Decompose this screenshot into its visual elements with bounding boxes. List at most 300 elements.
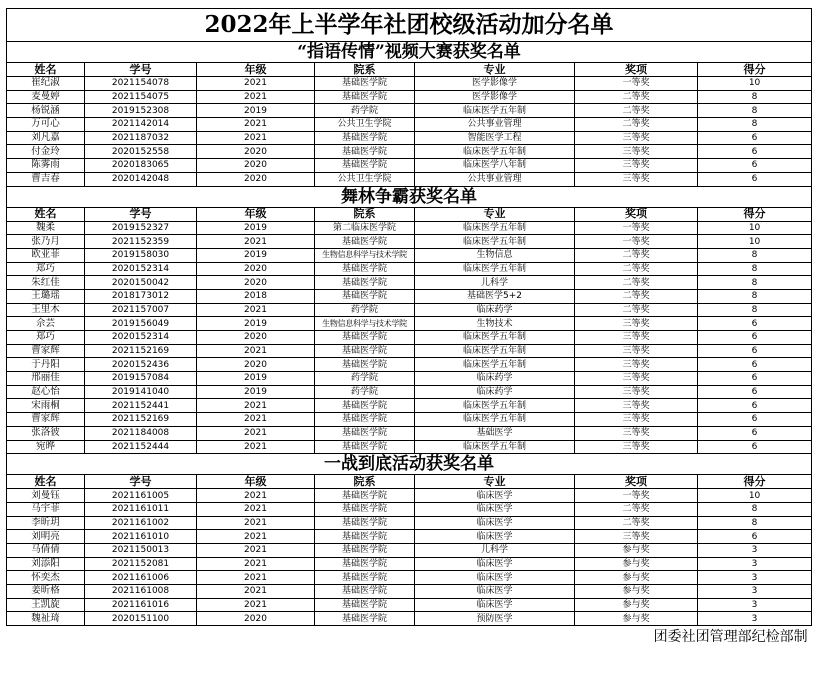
cell-name: 马宇菲 [7, 502, 85, 516]
table-row [7, 557, 812, 571]
cell-major: 医学影像学 [415, 90, 575, 104]
cell-student-id: 2021152444 [85, 440, 197, 454]
section-title: 一战到底活动获奖名单 [7, 454, 812, 475]
cell-major: 临床医学五年制 [415, 399, 575, 413]
cell-student-id: 2020150042 [85, 276, 197, 290]
table-row [7, 571, 812, 585]
cell-score: 6 [698, 159, 812, 173]
cell-name: 刘明亮 [7, 530, 85, 544]
cell-score: 3 [698, 557, 812, 571]
table-row [7, 77, 812, 91]
cell-grade: 2021 [197, 131, 315, 145]
cell-department: 基础医学院 [315, 77, 415, 91]
cell-award: 三等奖 [575, 372, 698, 386]
table-row [7, 331, 812, 345]
column-header-award: 奖项 [575, 207, 698, 221]
column-header-department: 院系 [315, 63, 415, 77]
cell-major: 临床医学八年制 [415, 159, 575, 173]
table-row [7, 317, 812, 331]
cell-student-id: 2021184008 [85, 426, 197, 440]
cell-grade: 2018 [197, 289, 315, 303]
table-row [7, 358, 812, 372]
cell-award: 三等奖 [575, 426, 698, 440]
column-header-score: 得分 [698, 475, 812, 489]
column-header-score: 得分 [698, 63, 812, 77]
cell-major: 基础医学5+2 [415, 289, 575, 303]
cell-name: 佘芸 [7, 317, 85, 331]
cell-student-id: 2020183065 [85, 159, 197, 173]
cell-department: 基础医学院 [315, 289, 415, 303]
cell-major: 临床医学五年制 [415, 221, 575, 235]
cell-score: 10 [698, 221, 812, 235]
cell-award: 二等奖 [575, 262, 698, 276]
page-title: 2022年上半学年社团校级活动加分名单 [7, 9, 812, 42]
cell-major: 临床药学 [415, 372, 575, 386]
cell-score: 8 [698, 303, 812, 317]
cell-grade: 2021 [197, 118, 315, 132]
cell-major: 临床医学 [415, 530, 575, 544]
cell-department: 第二临床医学院 [315, 221, 415, 235]
cell-student-id: 2021154078 [85, 77, 197, 91]
cell-award: 参与奖 [575, 585, 698, 599]
cell-name: 邢丽佳 [7, 372, 85, 386]
cell-student-id: 2021161016 [85, 598, 197, 612]
cell-score: 3 [698, 598, 812, 612]
cell-name: 张乃月 [7, 235, 85, 249]
table-row [7, 159, 812, 173]
column-header-grade: 年级 [197, 475, 315, 489]
cell-department: 基础医学院 [315, 262, 415, 276]
cell-grade: 2021 [197, 543, 315, 557]
cell-award: 三等奖 [575, 399, 698, 413]
cell-student-id: 2021152359 [85, 235, 197, 249]
cell-score: 8 [698, 276, 812, 290]
cell-name: 曹家辉 [7, 344, 85, 358]
cell-student-id: 2021161008 [85, 585, 197, 599]
cell-award: 三等奖 [575, 530, 698, 544]
cell-major: 临床药学 [415, 303, 575, 317]
cell-award: 三等奖 [575, 331, 698, 345]
cell-department: 基础医学院 [315, 358, 415, 372]
cell-score: 6 [698, 172, 812, 186]
cell-major: 基础医学 [415, 426, 575, 440]
cell-award: 三等奖 [575, 344, 698, 358]
section-title: “指语传情”视频大赛获奖名单 [7, 42, 812, 63]
footer-row [7, 626, 812, 649]
table-row [7, 612, 812, 626]
cell-award: 二等奖 [575, 516, 698, 530]
table-row [7, 372, 812, 386]
column-header-major: 专业 [415, 475, 575, 489]
cell-student-id: 2021161005 [85, 489, 197, 503]
cell-score: 3 [698, 585, 812, 599]
cell-major: 临床医学 [415, 489, 575, 503]
table-row [7, 530, 812, 544]
cell-student-id: 2021161010 [85, 530, 197, 544]
cell-student-id: 2021187032 [85, 131, 197, 145]
cell-award: 一等奖 [575, 489, 698, 503]
cell-award: 参与奖 [575, 612, 698, 626]
cell-grade: 2021 [197, 440, 315, 454]
cell-award: 三等奖 [575, 440, 698, 454]
cell-department: 基础医学院 [315, 543, 415, 557]
table-row [7, 90, 812, 104]
cell-name: 刘曼钰 [7, 489, 85, 503]
cell-score: 6 [698, 440, 812, 454]
cell-department: 基础医学院 [315, 440, 415, 454]
cell-department: 基础医学院 [315, 585, 415, 599]
cell-grade: 2021 [197, 413, 315, 427]
cell-award: 三等奖 [575, 385, 698, 399]
cell-department: 基础医学院 [315, 426, 415, 440]
cell-student-id: 2019158030 [85, 248, 197, 262]
cell-award: 三等奖 [575, 413, 698, 427]
cell-student-id: 2019141040 [85, 385, 197, 399]
column-header-student-id: 学号 [85, 207, 197, 221]
cell-department: 药学院 [315, 104, 415, 118]
cell-grade: 2019 [197, 317, 315, 331]
cell-department: 药学院 [315, 385, 415, 399]
cell-department: 基础医学院 [315, 399, 415, 413]
table-row [7, 426, 812, 440]
table-row [7, 489, 812, 503]
cell-award: 二等奖 [575, 276, 698, 290]
cell-grade: 2021 [197, 235, 315, 249]
footer-credit: 团委社团管理部纪检部制 [653, 629, 808, 646]
cell-major: 临床医学五年制 [415, 235, 575, 249]
cell-grade: 2021 [197, 530, 315, 544]
cell-major: 公共事业管理 [415, 172, 575, 186]
cell-department: 基础医学院 [315, 571, 415, 585]
section-title: 舞林争霸获奖名单 [7, 186, 812, 207]
cell-grade: 2021 [197, 77, 315, 91]
section-title-row [7, 186, 812, 207]
column-header-student-id: 学号 [85, 63, 197, 77]
award-sheet [6, 8, 811, 648]
cell-grade: 2021 [197, 585, 315, 599]
column-header-award: 奖项 [575, 475, 698, 489]
cell-award: 三等奖 [575, 131, 698, 145]
cell-major: 临床医学 [415, 585, 575, 599]
cell-award: 二等奖 [575, 303, 698, 317]
cell-score: 6 [698, 317, 812, 331]
cell-student-id: 2020152314 [85, 262, 197, 276]
cell-score: 8 [698, 262, 812, 276]
cell-award: 参与奖 [575, 543, 698, 557]
cell-student-id: 2020152314 [85, 331, 197, 345]
table-row [7, 440, 812, 454]
cell-grade: 2020 [197, 331, 315, 345]
table-row [7, 248, 812, 262]
cell-award: 二等奖 [575, 118, 698, 132]
cell-name: 马倩倩 [7, 543, 85, 557]
cell-major: 临床医学 [415, 502, 575, 516]
cell-score: 6 [698, 131, 812, 145]
cell-name: 曹家辉 [7, 413, 85, 427]
cell-name: 陈雾雨 [7, 159, 85, 173]
cell-major: 公共事业管理 [415, 118, 575, 132]
cell-major: 智能医学工程 [415, 131, 575, 145]
cell-grade: 2020 [197, 276, 315, 290]
table-row [7, 235, 812, 249]
cell-student-id: 2020151100 [85, 612, 197, 626]
cell-major: 预防医学 [415, 612, 575, 626]
cell-student-id: 2021152169 [85, 413, 197, 427]
cell-department: 基础医学院 [315, 145, 415, 159]
cell-major: 临床药学 [415, 385, 575, 399]
column-header-row [7, 475, 812, 489]
column-header-name: 姓名 [7, 63, 85, 77]
cell-student-id: 2021161011 [85, 502, 197, 516]
cell-department: 基础医学院 [315, 90, 415, 104]
cell-score: 6 [698, 372, 812, 386]
cell-student-id: 2019157084 [85, 372, 197, 386]
table-row [7, 598, 812, 612]
table-row [7, 104, 812, 118]
cell-student-id: 2019156049 [85, 317, 197, 331]
cell-student-id: 2020152558 [85, 145, 197, 159]
table-row [7, 145, 812, 159]
column-header-major: 专业 [415, 63, 575, 77]
cell-name: 崔纪淑 [7, 77, 85, 91]
cell-name: 宛晔 [7, 440, 85, 454]
cell-award: 二等奖 [575, 104, 698, 118]
cell-student-id: 2019152327 [85, 221, 197, 235]
table-row [7, 262, 812, 276]
cell-department: 药学院 [315, 372, 415, 386]
cell-name: 赵心怡 [7, 385, 85, 399]
cell-department: 基础医学院 [315, 413, 415, 427]
cell-student-id: 2019152308 [85, 104, 197, 118]
cell-name: 于丹阳 [7, 358, 85, 372]
award-table [6, 8, 812, 648]
cell-score: 8 [698, 502, 812, 516]
table-row [7, 303, 812, 317]
table-row [7, 172, 812, 186]
column-header-major: 专业 [415, 207, 575, 221]
cell-score: 6 [698, 331, 812, 345]
table-row [7, 221, 812, 235]
cell-grade: 2021 [197, 598, 315, 612]
cell-score: 8 [698, 289, 812, 303]
table-row [7, 131, 812, 145]
cell-major: 临床医学五年制 [415, 331, 575, 345]
cell-student-id: 2021161002 [85, 516, 197, 530]
cell-score: 10 [698, 489, 812, 503]
cell-major: 生物信息 [415, 248, 575, 262]
table-row [7, 276, 812, 290]
cell-score: 3 [698, 543, 812, 557]
cell-major: 临床医学五年制 [415, 104, 575, 118]
cell-major: 医学影像学 [415, 77, 575, 91]
cell-department: 基础医学院 [315, 276, 415, 290]
cell-student-id: 2021152169 [85, 344, 197, 358]
column-header-department: 院系 [315, 207, 415, 221]
column-header-name: 姓名 [7, 475, 85, 489]
cell-major: 临床医学 [415, 516, 575, 530]
cell-award: 二等奖 [575, 248, 698, 262]
cell-name: 魏祉琦 [7, 612, 85, 626]
cell-score: 6 [698, 344, 812, 358]
column-header-grade: 年级 [197, 207, 315, 221]
cell-grade: 2019 [197, 248, 315, 262]
cell-score: 10 [698, 77, 812, 91]
cell-grade: 2020 [197, 612, 315, 626]
cell-student-id: 2018173012 [85, 289, 197, 303]
cell-department: 生物信息科学与技术学院 [315, 317, 415, 331]
column-header-score: 得分 [698, 207, 812, 221]
cell-score: 6 [698, 358, 812, 372]
cell-department: 公共卫生学院 [315, 172, 415, 186]
column-header-row [7, 63, 812, 77]
cell-name: 怀奕杰 [7, 571, 85, 585]
cell-department: 基础医学院 [315, 159, 415, 173]
cell-department: 基础医学院 [315, 235, 415, 249]
title-row [7, 9, 812, 42]
cell-major: 临床医学五年制 [415, 145, 575, 159]
cell-score: 8 [698, 118, 812, 132]
cell-grade: 2020 [197, 262, 315, 276]
cell-grade: 2021 [197, 426, 315, 440]
table-row [7, 344, 812, 358]
cell-award: 参与奖 [575, 557, 698, 571]
cell-score: 3 [698, 612, 812, 626]
cell-major: 临床医学五年制 [415, 262, 575, 276]
cell-grade: 2019 [197, 385, 315, 399]
cell-student-id: 2021142014 [85, 118, 197, 132]
column-header-student-id: 学号 [85, 475, 197, 489]
cell-major: 生物技术 [415, 317, 575, 331]
cell-department: 基础医学院 [315, 516, 415, 530]
cell-student-id: 2021152081 [85, 557, 197, 571]
cell-student-id: 2021150013 [85, 543, 197, 557]
cell-grade: 2021 [197, 399, 315, 413]
cell-award: 一等奖 [575, 77, 698, 91]
table-row [7, 413, 812, 427]
cell-name: 姜昕格 [7, 585, 85, 599]
cell-major: 临床医学五年制 [415, 358, 575, 372]
cell-student-id: 2021152441 [85, 399, 197, 413]
cell-score: 10 [698, 235, 812, 249]
cell-award: 一等奖 [575, 221, 698, 235]
cell-grade: 2020 [197, 159, 315, 173]
cell-name: 欧亚菲 [7, 248, 85, 262]
cell-grade: 2020 [197, 358, 315, 372]
cell-department: 基础医学院 [315, 331, 415, 345]
cell-major: 儿科学 [415, 543, 575, 557]
cell-name: 朱红佳 [7, 276, 85, 290]
cell-department: 药学院 [315, 303, 415, 317]
cell-major: 儿科学 [415, 276, 575, 290]
column-header-award: 奖项 [575, 63, 698, 77]
table-row [7, 399, 812, 413]
cell-department: 基础医学院 [315, 530, 415, 544]
cell-department: 基础医学院 [315, 502, 415, 516]
cell-award: 二等奖 [575, 502, 698, 516]
cell-score: 6 [698, 385, 812, 399]
cell-grade: 2021 [197, 571, 315, 585]
cell-name: 万可心 [7, 118, 85, 132]
cell-department: 基础医学院 [315, 344, 415, 358]
cell-award: 三等奖 [575, 172, 698, 186]
cell-score: 8 [698, 248, 812, 262]
cell-department: 基础医学院 [315, 489, 415, 503]
cell-name: 曹吉春 [7, 172, 85, 186]
column-header-grade: 年级 [197, 63, 315, 77]
cell-grade: 2019 [197, 104, 315, 118]
cell-major: 临床医学五年制 [415, 413, 575, 427]
cell-name: 刘添阳 [7, 557, 85, 571]
cell-department: 基础医学院 [315, 598, 415, 612]
cell-major: 临床医学 [415, 571, 575, 585]
table-row [7, 543, 812, 557]
table-row [7, 118, 812, 132]
cell-name: 麦曼婷 [7, 90, 85, 104]
cell-award: 二等奖 [575, 90, 698, 104]
cell-grade: 2021 [197, 489, 315, 503]
cell-grade: 2020 [197, 145, 315, 159]
cell-grade: 2019 [197, 221, 315, 235]
cell-score: 6 [698, 399, 812, 413]
cell-score: 6 [698, 413, 812, 427]
column-header-name: 姓名 [7, 207, 85, 221]
cell-award: 三等奖 [575, 145, 698, 159]
cell-grade: 2019 [197, 372, 315, 386]
cell-name: 王里木 [7, 303, 85, 317]
cell-name: 魏柔 [7, 221, 85, 235]
cell-name: 李昕玥 [7, 516, 85, 530]
section-title-row [7, 454, 812, 475]
cell-major: 临床医学 [415, 557, 575, 571]
cell-grade: 2021 [197, 557, 315, 571]
cell-name: 杨锐涵 [7, 104, 85, 118]
cell-name: 刘凡嘉 [7, 131, 85, 145]
cell-name: 郑巧 [7, 331, 85, 345]
cell-award: 一等奖 [575, 235, 698, 249]
cell-name: 付金玲 [7, 145, 85, 159]
cell-department: 基础医学院 [315, 612, 415, 626]
cell-score: 8 [698, 104, 812, 118]
table-row [7, 385, 812, 399]
cell-grade: 2021 [197, 90, 315, 104]
cell-award: 参与奖 [575, 598, 698, 612]
cell-grade: 2021 [197, 516, 315, 530]
cell-score: 3 [698, 571, 812, 585]
cell-award: 二等奖 [575, 289, 698, 303]
cell-student-id: 2020152436 [85, 358, 197, 372]
cell-department: 基础医学院 [315, 557, 415, 571]
table-row [7, 502, 812, 516]
column-header-department: 院系 [315, 475, 415, 489]
cell-name: 王璐瑶 [7, 289, 85, 303]
cell-grade: 2020 [197, 172, 315, 186]
cell-student-id: 2021154075 [85, 90, 197, 104]
cell-name: 郑巧 [7, 262, 85, 276]
cell-name: 张洛彼 [7, 426, 85, 440]
cell-department: 公共卫生学院 [315, 118, 415, 132]
cell-score: 6 [698, 530, 812, 544]
cell-department: 基础医学院 [315, 131, 415, 145]
cell-award: 三等奖 [575, 358, 698, 372]
cell-major: 临床医学五年制 [415, 344, 575, 358]
cell-student-id: 2020142048 [85, 172, 197, 186]
cell-score: 8 [698, 90, 812, 104]
cell-award: 三等奖 [575, 317, 698, 331]
cell-student-id: 2021157007 [85, 303, 197, 317]
table-row [7, 516, 812, 530]
cell-award: 参与奖 [575, 571, 698, 585]
section-title-row [7, 42, 812, 63]
